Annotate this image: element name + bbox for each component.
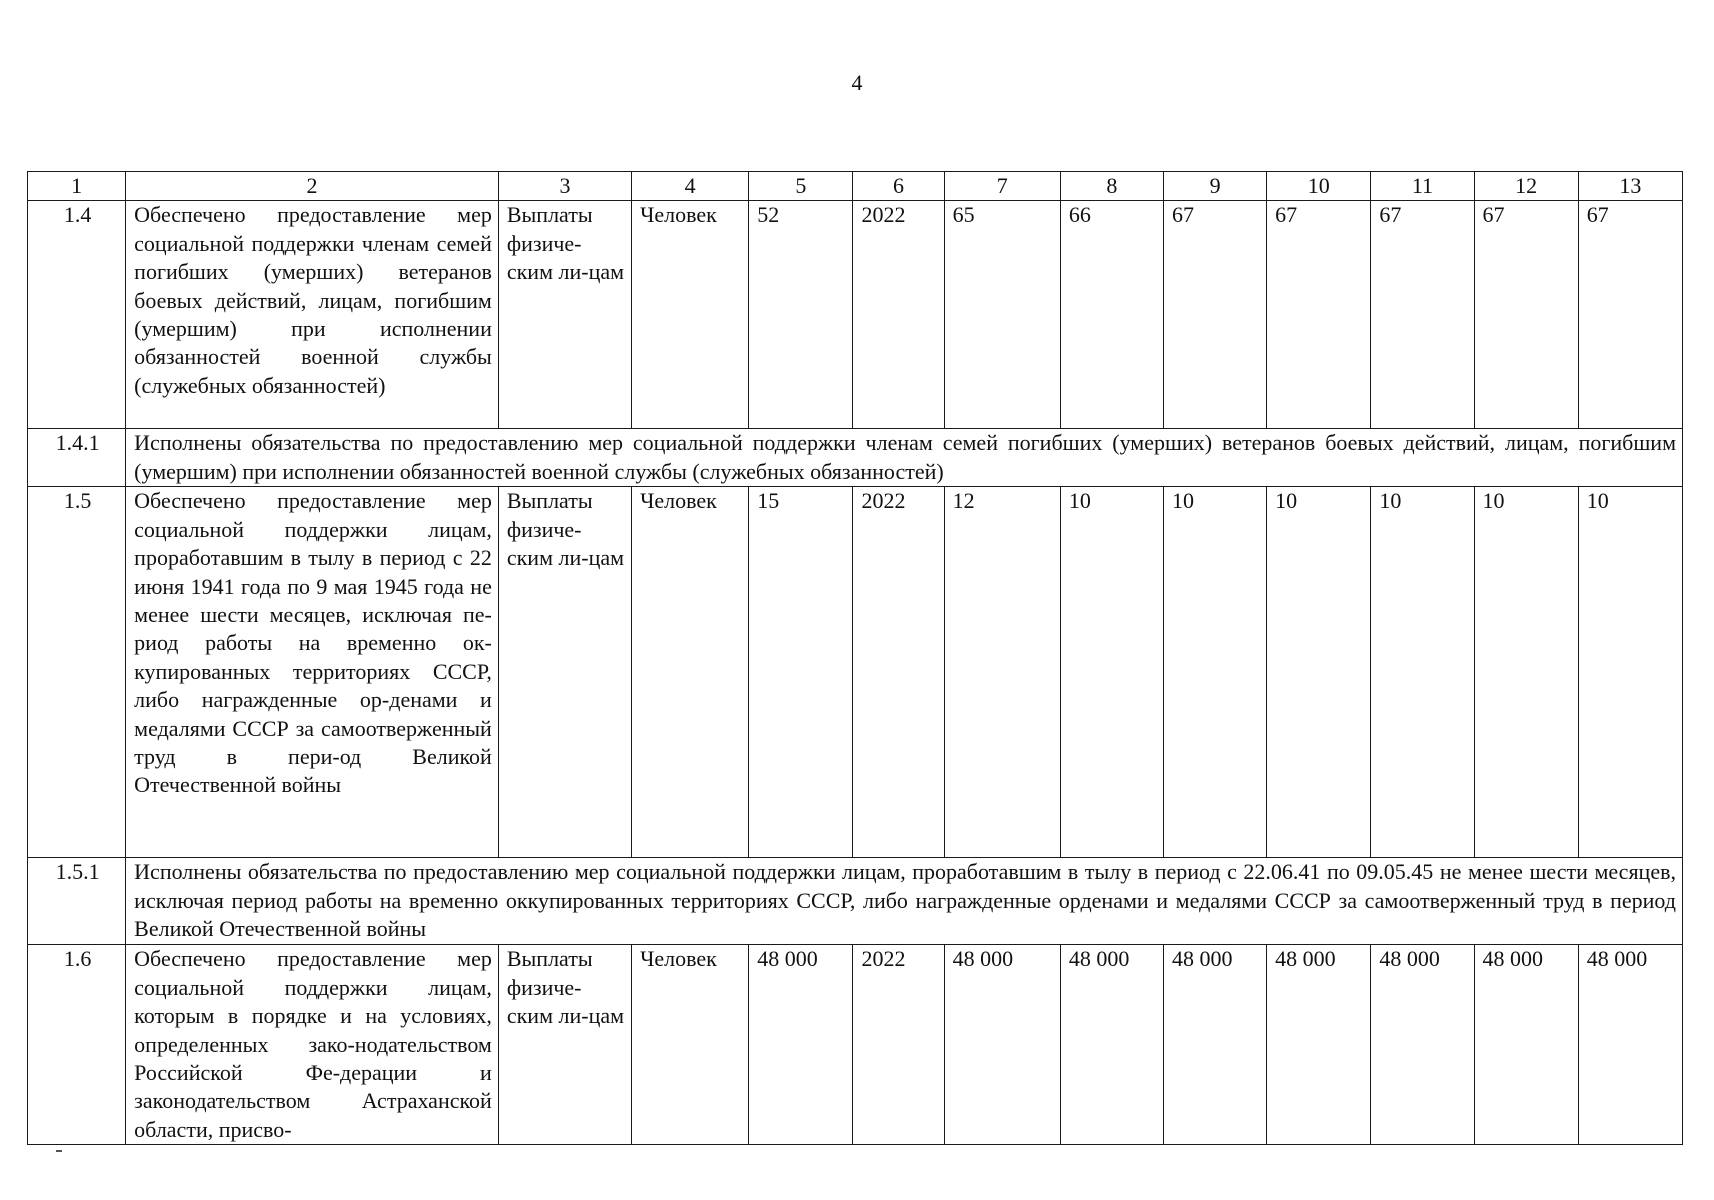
value-col-11: 10 <box>1371 487 1474 858</box>
indicator-description: Обеспечено предоставление мер социальной поддержки лицам, которым в порядке и на условиях, определенных зако-нодательством Российской Фе-дерации и законодательством Астраханской области, присво- <box>126 945 499 1145</box>
column-header: 12 <box>1474 172 1578 201</box>
table-row <box>28 429 1683 487</box>
column-header: 1 <box>28 172 126 201</box>
payment-type: Выплаты физиче-ским ли-цам <box>498 487 631 858</box>
value-col-9: 48 000 <box>1164 945 1267 1145</box>
column-header: 4 <box>632 172 749 201</box>
value-col-12: 48 000 <box>1474 945 1578 1145</box>
value-col-13: 48 000 <box>1578 945 1682 1145</box>
table-row <box>28 487 1683 858</box>
table-row <box>28 201 1683 429</box>
result-description: Исполнены обязательства по предоставлению мер социальной поддержки членам семей погибших (умерших) ветеранов боевых действий, лицам, погибшим (умершим) при исполнении обязанностей военной службы (служебных обязанностей) <box>126 429 1683 487</box>
base-year: 2022 <box>853 945 944 1145</box>
value-col-13: 10 <box>1578 487 1682 858</box>
unit-of-measure: Человек <box>632 945 749 1145</box>
column-header: 7 <box>944 172 1060 201</box>
value-col-10: 10 <box>1267 487 1371 858</box>
value-col-10: 67 <box>1267 201 1371 429</box>
value-col-12: 10 <box>1474 487 1578 858</box>
value-col-7: 12 <box>944 487 1060 858</box>
result-description: Исполнены обязательства по предоставлению мер социальной поддержки лицам, проработавшим в тылу в период с 22.06.41 по 09.05.45 не менее шести месяцев, исключая период работы на временно оккупированных территориях СССР, либо награжденные орденами и медалями СССР за самоотверженный труд в период Великой Отечественной войны <box>126 858 1683 945</box>
column-header: 10 <box>1267 172 1371 201</box>
value-col-9: 67 <box>1164 201 1267 429</box>
value-col-9: 10 <box>1164 487 1267 858</box>
row-number: 1.4.1 <box>28 429 126 487</box>
row-number: 1.5.1 <box>28 858 126 945</box>
payment-type: Выплаты физиче-ским ли-цам <box>498 945 631 1145</box>
value-col-10: 48 000 <box>1267 945 1371 1145</box>
column-header: 6 <box>853 172 944 201</box>
value-col-8: 48 000 <box>1060 945 1163 1145</box>
column-header: 13 <box>1578 172 1682 201</box>
value-col-13: 67 <box>1578 201 1682 429</box>
column-header: 11 <box>1371 172 1474 201</box>
column-header: 2 <box>126 172 499 201</box>
column-header: 5 <box>749 172 853 201</box>
value-col-12: 67 <box>1474 201 1578 429</box>
unit-of-measure: Человек <box>632 487 749 858</box>
indicator-description: Обеспечено предоставление мер социальной поддержки членам семей погибших (умерших) ветеранов боевых действий, лицам, погибшим (умершим) при исполнении обязанностей военной службы (служебных обязанностей) <box>126 201 499 429</box>
row-number: 1.6 <box>28 945 126 1145</box>
base-year: 2022 <box>853 201 944 429</box>
column-header: 3 <box>498 172 631 201</box>
value-col-8: 66 <box>1060 201 1163 429</box>
base-value: 48 000 <box>749 945 853 1145</box>
base-year: 2022 <box>853 487 944 858</box>
payment-type: Выплаты физиче-ским ли-цам <box>498 201 631 429</box>
value-col-7: 48 000 <box>944 945 1060 1145</box>
unit-of-measure: Человек <box>632 201 749 429</box>
column-header: 9 <box>1164 172 1267 201</box>
page-number: 4 <box>851 70 863 95</box>
row-number: 1.4 <box>28 201 126 429</box>
column-header: 8 <box>1060 172 1163 201</box>
indicators-table <box>27 171 1683 1145</box>
base-value: 15 <box>749 487 853 858</box>
value-col-8: 10 <box>1060 487 1163 858</box>
table-row <box>28 858 1683 945</box>
table-row <box>28 945 1683 1145</box>
column-number-header <box>28 172 1683 201</box>
value-col-7: 65 <box>944 201 1060 429</box>
base-value: 52 <box>749 201 853 429</box>
value-col-11: 48 000 <box>1371 945 1474 1145</box>
scan-mark <box>56 1150 62 1152</box>
indicator-description: Обеспечено предоставление мер социальной поддержки лицам, проработавшим в тылу в период с 22 июня 1941 года по 9 мая 1945 года не менее шести месяцев, исключая пе-риод работы на временно ок-купированных территориях СССР, либо награжденные ор-денами и медалями СССР за самоотверженный труд в пери-од Великой Отечественной войны <box>126 487 499 858</box>
value-col-11: 67 <box>1371 201 1474 429</box>
row-number: 1.5 <box>28 487 126 858</box>
